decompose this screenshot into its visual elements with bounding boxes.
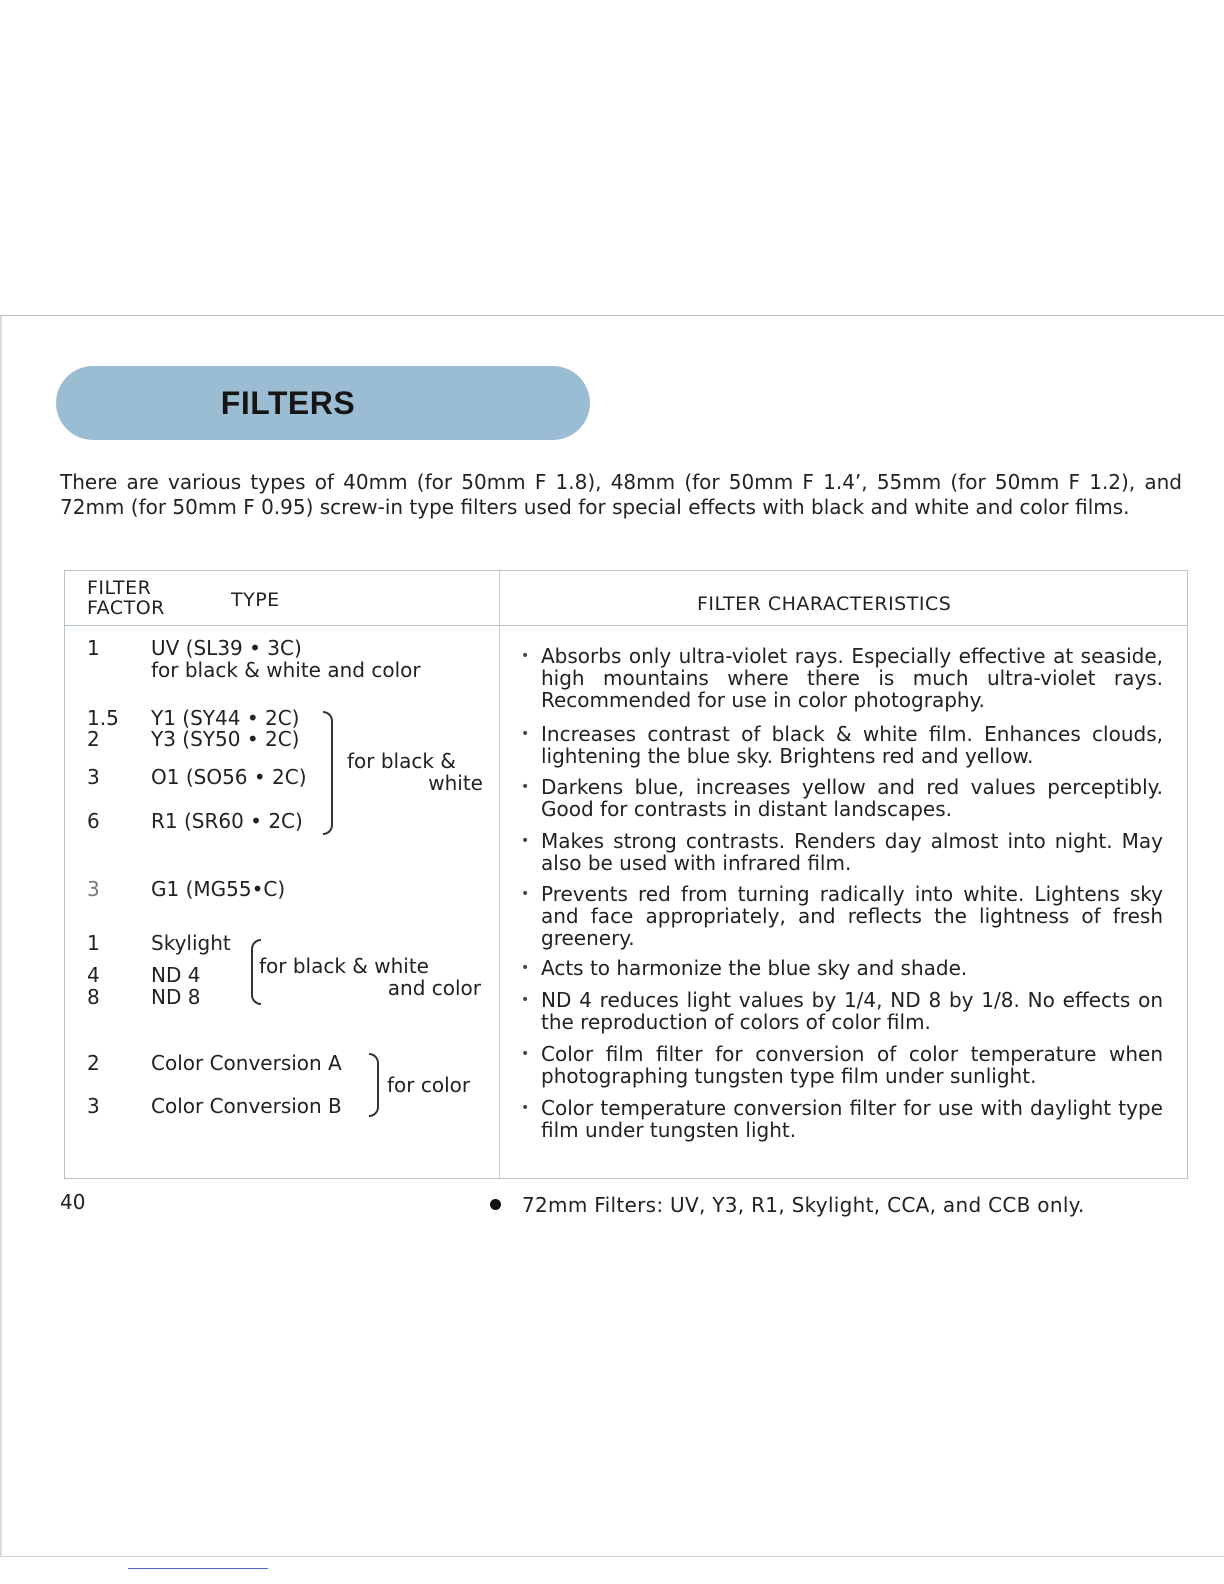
intro-paragraph: There are various types of 40mm (for 50mm F 1.8), 48mm (for 50mm F 1.4’, 55mm (for 50mm F 1.2), and 72mm (for 50mm F 0.95) screw-in type filters used for special effects with black and white and color films. — [60, 470, 1182, 519]
row-type: UV (SL39 • 3C) — [151, 636, 302, 660]
row-type: Color Conversion B — [151, 1094, 342, 1118]
header-type: TYPE — [231, 589, 280, 611]
characteristic-item: • Acts to harmonize the blue sky and shade. — [541, 957, 1163, 979]
page-edge-top — [0, 315, 1224, 316]
page-edge-left — [0, 316, 2, 1556]
row-factor: 1 — [87, 636, 100, 660]
characteristic-item: • Color film filter for conversion of color temperature when photographing tungsten type film under sunlight. — [541, 1043, 1163, 1087]
row-type: ND 4 — [151, 963, 201, 987]
row-factor: 4 — [87, 963, 100, 987]
header-filter-factor-line2: FACTOR — [87, 597, 165, 619]
footer-rule — [128, 1568, 268, 1569]
column-divider — [499, 571, 500, 1178]
row-type: R1 (SR60 • 2C) — [151, 809, 303, 833]
row-factor: 1.5 — [87, 706, 119, 730]
characteristic-item: • Absorbs only ultra-violet rays. Especially effective at seaside, high mountains where there is much ultra-violet rays. Recommended for use in color photography. — [541, 645, 1163, 711]
row-type: O1 (SO56 • 2C) — [151, 765, 307, 789]
header-divider — [65, 625, 1187, 626]
footnote-bullet-icon — [490, 1199, 501, 1210]
row-type: ND 8 — [151, 985, 201, 1009]
characteristic-item: • ND 4 reduces light values by 1/4, ND 8 by 1/8. No effects on the reproduction of colors of color film. — [541, 989, 1163, 1033]
group-note: and color — [387, 976, 481, 1000]
characteristic-item: • Makes strong contrasts. Renders day almost into night. May also be used with infrared film. — [541, 830, 1163, 874]
row-type: G1 (MG55•C) — [151, 877, 286, 901]
page-title: FILTERS — [220, 384, 356, 421]
row-factor: 3 — [87, 877, 100, 901]
header-characteristics: FILTER CHARACTERISTICS — [697, 593, 952, 615]
filters-table — [64, 570, 1188, 1179]
group-brace — [323, 711, 333, 835]
characteristic-item: • Color temperature conversion filter for use with daylight type film under tungsten light. — [541, 1097, 1163, 1141]
row-factor: 2 — [87, 727, 100, 751]
characteristic-item: • Darkens blue, increases yellow and red values perceptibly. Good for contrasts in distant landscapes. — [541, 776, 1163, 820]
characteristic-item: • Increases contrast of black & white film. Enhances clouds, lightening the blue sky. Brightens red and yellow. — [541, 723, 1163, 767]
group-note: for black & white — [259, 954, 429, 978]
footnote: 72mm Filters: UV, Y3, R1, Skylight, CCA, and CCB only. — [522, 1193, 1085, 1217]
group-note: white — [428, 771, 483, 795]
row-type: Color Conversion A — [151, 1051, 342, 1075]
row-type: Y1 (SY44 • 2C) — [151, 706, 300, 730]
header-filter-factor-line1: FILTER — [87, 577, 152, 599]
characteristic-item: • Prevents red from turning radically into white. Lightens sky and face appropriately, and reflects the lightness of fresh greenery. — [541, 883, 1163, 949]
row-type: Y3 (SY50 • 2C) — [151, 727, 300, 751]
row-factor: 1 — [87, 931, 100, 955]
row-factor: 3 — [87, 1094, 100, 1118]
row-factor: 3 — [87, 765, 100, 789]
group-brace — [369, 1053, 379, 1117]
row-factor: 2 — [87, 1051, 100, 1075]
group-note: for color — [387, 1073, 471, 1097]
row-type: Skylight — [151, 931, 231, 955]
row-factor: 6 — [87, 809, 100, 833]
page-number: 40 — [60, 1190, 86, 1214]
row-type-note: for black & white and color — [151, 658, 421, 682]
page-edge-bottom — [0, 1556, 1224, 1557]
row-factor: 8 — [87, 985, 100, 1009]
group-note: for black & — [347, 749, 456, 773]
title-banner — [56, 366, 590, 440]
